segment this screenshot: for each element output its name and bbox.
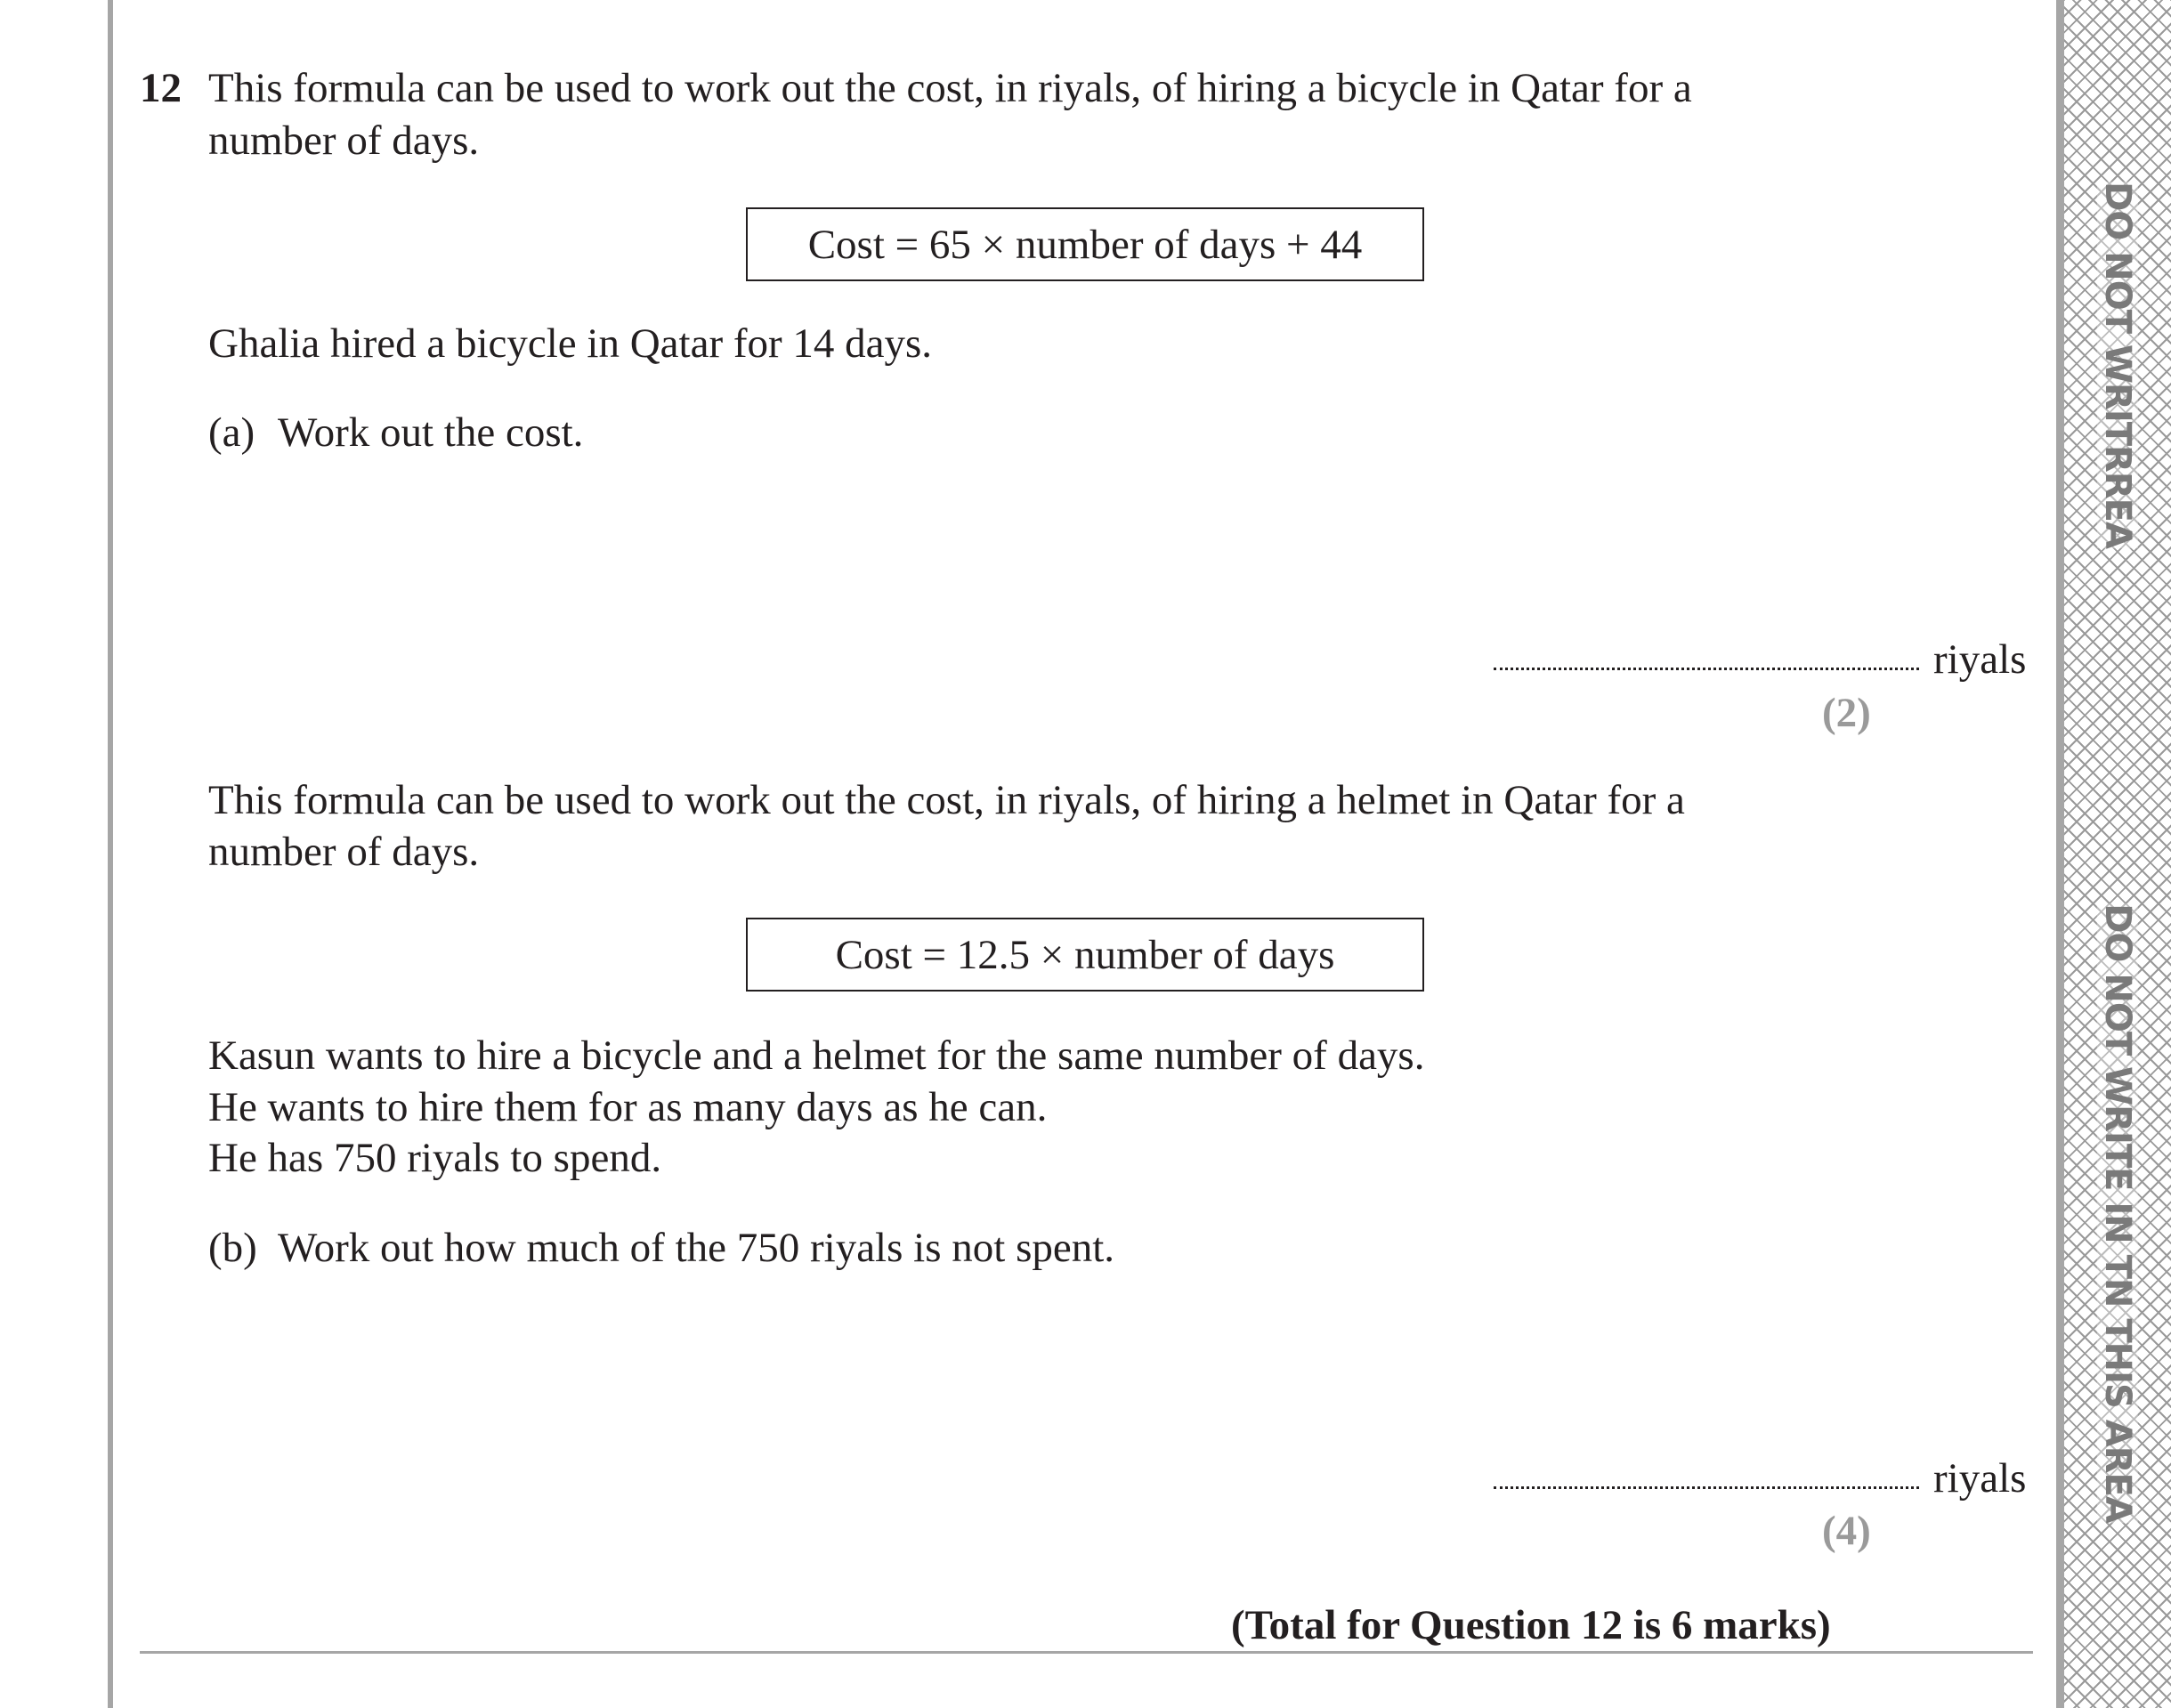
intro-line-2: number of days. — [208, 117, 480, 164]
margin-warning-bottom — [2082, 899, 2153, 1526]
formula-helmet — [746, 918, 1424, 992]
margin-warning-bottom-text: DO NOT WRITE IN TN THIS AREA — [2097, 903, 2138, 1523]
marks-b: (4) — [1822, 1508, 1871, 1554]
answer-a-line[interactable] — [1494, 668, 1919, 670]
intro-line-1: This formula can be used to work out the cost, in riyals, of hiring a bicycle in Qatar for a — [208, 65, 1692, 111]
kasun-line-2: He wants to hire them for as many days as he can. — [208, 1084, 1048, 1130]
marks-a: (2) — [1822, 690, 1871, 736]
ghalia-statement: Ghalia hired a bicycle in Qatar for 14 days. — [208, 320, 933, 367]
intro2-line-1: This formula can be used to work out the cost, in riyals, of hiring a helmet in Qatar for a — [208, 777, 1685, 823]
right-margin-rule — [2056, 0, 2064, 1708]
margin-warning-top-text: DO NOT WRITRREA — [2097, 182, 2139, 548]
left-margin-rule — [108, 0, 113, 1708]
margin-warning-top — [2082, 178, 2153, 552]
formula-bicycle-text: Cost = 65 × number of days + 44 — [807, 221, 1363, 268]
answer-b-unit: riyals — [1933, 1455, 2027, 1502]
part-a-text: Work out the cost. — [278, 409, 584, 456]
part-b-label: (b) — [208, 1225, 257, 1271]
question-total: (Total for Question 12 is 6 marks) — [1231, 1602, 1831, 1648]
formula-helmet-text: Cost = 12.5 × number of days — [835, 931, 1335, 978]
answer-b-line[interactable] — [1494, 1486, 1919, 1489]
part-b-text: Work out how much of the 750 riyals is not spent. — [278, 1225, 1115, 1271]
kasun-line-3: He has 750 riyals to spend. — [208, 1135, 662, 1181]
question-number: 12 — [140, 65, 182, 111]
part-a-label: (a) — [208, 409, 255, 456]
answer-a-unit: riyals — [1933, 636, 2027, 683]
question-end-rule — [140, 1651, 2033, 1654]
formula-bicycle — [746, 207, 1424, 281]
intro2-line-2: number of days. — [208, 829, 480, 875]
kasun-line-1: Kasun wants to hire a bicycle and a helmet for the same number of days. — [208, 1032, 1425, 1079]
